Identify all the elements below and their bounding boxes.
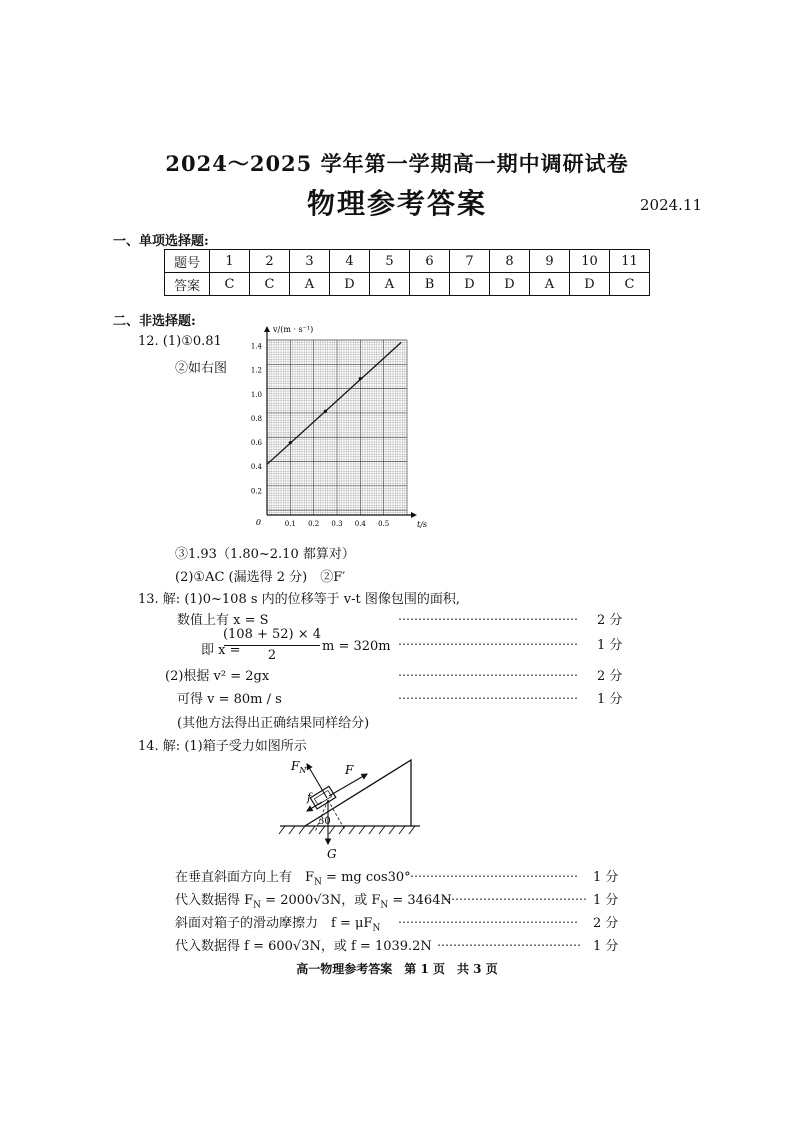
dot-leader: ……………………………………… bbox=[398, 912, 578, 926]
dot-leader: ……………………………………… bbox=[398, 609, 578, 623]
table-cell: D bbox=[570, 273, 610, 296]
page-footer: 高一物理参考答案 第 1 页 共 3 页 bbox=[296, 962, 498, 976]
exam-date: 2024.11 bbox=[640, 196, 703, 214]
table-cell: 6 bbox=[410, 250, 450, 273]
x-tick-label: 0.2 bbox=[308, 520, 320, 528]
q14-score4: 1 分 bbox=[593, 939, 619, 954]
table-cell: 7 bbox=[450, 250, 490, 273]
fraction-denominator: 2 bbox=[267, 648, 277, 663]
q13-score1: 2 分 bbox=[597, 613, 623, 628]
y-tick-label: 0.6 bbox=[250, 439, 262, 448]
x-tick-label: 0.3 bbox=[331, 520, 343, 528]
label-angle: 30 bbox=[318, 816, 331, 827]
x-tick-label: 0.5 bbox=[378, 520, 390, 528]
x-axis-arrow bbox=[411, 512, 417, 518]
q14-line2: 在垂直斜面方向上有 $F_N$ = mg cos30° bbox=[175, 870, 411, 888]
x-tick-label: 0.1 bbox=[284, 520, 296, 528]
q13-line3-suffix: m = 320m bbox=[322, 639, 391, 654]
q12-line1: 12. (1)①0.81 bbox=[138, 334, 222, 349]
table-cell: C bbox=[250, 273, 290, 296]
y-tick-label: 0.4 bbox=[250, 463, 262, 472]
q13-score2: 1 分 bbox=[597, 638, 623, 653]
label-G: G bbox=[327, 847, 337, 861]
q12-line4: (2)①AC (漏选得 2 分) ②F′ bbox=[175, 570, 346, 585]
y-axis-label: v/(m · s⁻¹) bbox=[273, 325, 314, 334]
exam-title: 2024～2025 学年第一学期高一期中调研试卷 bbox=[165, 151, 629, 176]
q12-line2: ②如右图 bbox=[175, 361, 228, 376]
q14-line1: 14. 解: (1)箱子受力如图所示 bbox=[138, 739, 307, 754]
q13-score3: 2 分 bbox=[597, 669, 623, 684]
y-tick-label: 0.8 bbox=[250, 414, 262, 423]
table-cell: A bbox=[290, 273, 330, 296]
dot-leader: …………………………………… bbox=[410, 866, 578, 880]
section2-heading: 二、非选择题: bbox=[113, 314, 196, 329]
q14-line5: 代入数据得 f = 600√3N，或 f = 1039.2N bbox=[175, 939, 432, 954]
q14-line4: 斜面对箱子的滑动摩擦力 $f = \mu F_N$ bbox=[175, 916, 381, 934]
table-cell: 8 bbox=[490, 250, 530, 273]
x-tick-label: 0.4 bbox=[354, 520, 366, 528]
table-cell: C bbox=[610, 273, 650, 296]
ground-hatching bbox=[279, 826, 415, 834]
table-cell: 2 bbox=[250, 250, 290, 273]
table-header-cell: 题号 bbox=[165, 250, 210, 273]
table-cell: D bbox=[450, 273, 490, 296]
q13-line3-prefix: 即 x = bbox=[201, 643, 241, 658]
q12-line3: ③1.93（1.80~2.10 都算对） bbox=[175, 547, 355, 562]
q13-score4: 1 分 bbox=[597, 692, 623, 707]
table-cell: D bbox=[330, 273, 370, 296]
q14-score3: 2 分 bbox=[593, 916, 619, 931]
dot-leader: ……………………………………… bbox=[398, 665, 578, 679]
table-cell: A bbox=[370, 273, 410, 296]
table-cell: 4 bbox=[330, 250, 370, 273]
table-cell: A bbox=[530, 273, 570, 296]
q13-line2: 数值上有 x = S bbox=[177, 613, 269, 628]
table-row-answers bbox=[165, 273, 650, 296]
answer-title: 物理参考答案 bbox=[306, 187, 487, 220]
force-diagram bbox=[275, 752, 425, 860]
q13-line6: (其他方法得出正确结果同样给分) bbox=[177, 716, 370, 731]
dot-leader: ……………………………………… bbox=[398, 634, 578, 648]
y-tick-label: 0.2 bbox=[250, 487, 262, 496]
y-axis-arrow bbox=[264, 326, 270, 332]
x-axis-label: t/s bbox=[417, 520, 428, 529]
y-tick-label: 1.0 bbox=[250, 390, 262, 399]
q14-score2: 1 分 bbox=[593, 893, 619, 908]
data-point bbox=[289, 441, 292, 444]
table-cell: D bbox=[490, 273, 530, 296]
fraction-numerator: (108 + 52) × 4 bbox=[222, 627, 322, 642]
table-cell: 5 bbox=[370, 250, 410, 273]
q13-line5: 可得 v = 80m / s bbox=[177, 692, 282, 707]
dot-leader: ……………………………………… bbox=[398, 688, 578, 702]
table-cell: 11 bbox=[610, 250, 650, 273]
data-point bbox=[359, 377, 362, 380]
fraction-bar bbox=[224, 645, 320, 646]
table-cell: B bbox=[410, 273, 450, 296]
label-FN: $F_N$ bbox=[291, 759, 307, 775]
answer-table bbox=[164, 249, 650, 296]
origin-label: 0 bbox=[255, 518, 261, 527]
table-cell: C bbox=[210, 273, 250, 296]
table-cell: 9 bbox=[530, 250, 570, 273]
label-F: F bbox=[345, 763, 354, 777]
q14-line3: 代入数据得 $F_N = 2000√3N$，或 $F_N = 3464N$ bbox=[175, 893, 452, 911]
data-point bbox=[324, 410, 327, 413]
table-row-numbers bbox=[165, 250, 650, 273]
y-tick-label: 1.4 bbox=[250, 342, 262, 351]
vt-chart bbox=[245, 318, 428, 530]
box bbox=[310, 786, 336, 809]
dot-leader: ……………………………… bbox=[443, 889, 587, 903]
q14-score1: 1 分 bbox=[593, 870, 619, 885]
table-cell: 3 bbox=[290, 250, 330, 273]
applied-force-arrow bbox=[329, 774, 367, 796]
label-f: f bbox=[307, 791, 312, 804]
table-header-cell: 答案 bbox=[165, 273, 210, 296]
table-cell: 1 bbox=[210, 250, 250, 273]
q13-line1: 13. 解: (1)0~108 s 内的位移等于 v-t 图像包围的面积, bbox=[138, 592, 461, 607]
q13-line4: (2)根据 v² = 2gx bbox=[165, 669, 270, 684]
table-cell: 10 bbox=[570, 250, 610, 273]
y-tick-label: 1.2 bbox=[250, 366, 262, 375]
dot-leader: ……………………………… bbox=[437, 935, 581, 949]
section1-heading: 一、单项选择题: bbox=[113, 234, 209, 249]
